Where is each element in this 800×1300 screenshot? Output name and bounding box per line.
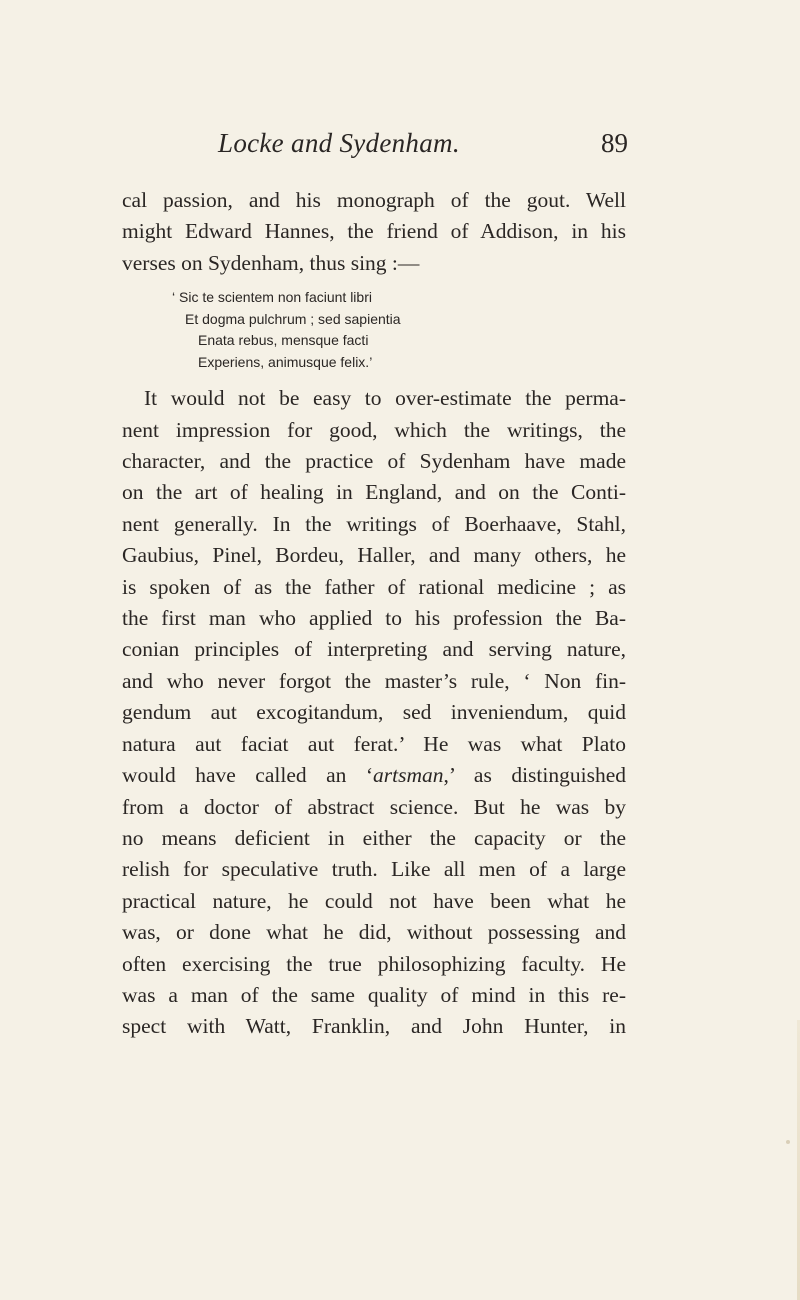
text-line: and who never forgot the master’s rule, ‘ Non fin-	[122, 668, 626, 693]
text-fragment: ,’ as distinguished	[443, 763, 626, 788]
text-line: gendum aut excogitandum, sed inveniendum, quid	[122, 700, 626, 725]
text-line: cal passion, and his monograph of the gout. Well	[122, 188, 626, 212]
text-line: It would not be easy to over-estimate the perma-	[144, 386, 626, 411]
verse-line: Experiens, animusque felix.’	[198, 353, 373, 370]
text-line: Gaubius, Pinel, Bordeu, Haller, and many others, he	[122, 543, 626, 568]
text-line: character, and the practice of Sydenham have made	[122, 449, 626, 474]
italic-word-artsman: artsman	[373, 763, 444, 788]
text-line: relish for speculative truth. Like all men of a large	[122, 857, 626, 882]
text-line: was a man of the same quality of mind in this re-	[122, 982, 626, 1007]
text-line: on the art of healing in England, and on the Conti-	[122, 480, 626, 505]
text-fragment: would have called an ‘	[122, 763, 374, 788]
text-line: natura aut faciat aut ferat.’ He was what Plato	[122, 731, 626, 756]
text-line: practical nature, he could not have been what he	[122, 888, 626, 913]
text-line: often exercising the true philosophizing faculty. He	[122, 951, 626, 976]
text-line: the first man who applied to his profession the Ba-	[122, 606, 626, 631]
paper-speck	[786, 1140, 790, 1144]
body-text	[122, 185, 626, 1043]
verse-line: Et dogma pulchrum ; sed sapientia	[185, 310, 401, 327]
paragraph-1	[122, 185, 626, 279]
text-line: nent generally. In the writings of Boerhaave, Stahl,	[122, 511, 626, 536]
text-line: was, or done what he did, without possessing and	[122, 920, 626, 945]
text-line: verses on Sydenham, thus sing :—	[122, 250, 420, 275]
running-title: Locke and Sydenham.	[218, 128, 460, 158]
latin-verse-quote	[122, 287, 626, 373]
running-head	[118, 128, 628, 168]
paragraph-2	[122, 383, 626, 1043]
text-line: conian principles of interpreting and serving nature,	[122, 637, 626, 662]
text-line: nent impression for good, which the writings, the	[122, 417, 626, 442]
text-line-italic	[122, 760, 626, 791]
page-number: 89	[601, 128, 628, 158]
verse-line: ‘ Sic te scientem non faciunt libri	[172, 289, 372, 306]
text-line: from a doctor of abstract science. But he was by	[122, 794, 626, 819]
text-line: no means deficient in either the capacity or the	[122, 825, 626, 850]
text-line: might Edward Hannes, the friend of Addison, in his	[122, 219, 626, 244]
verse-line: Enata rebus, mensque facti	[198, 332, 369, 349]
text-line: is spoken of as the father of rational medicine ; as	[122, 574, 626, 599]
text-line: spect with Watt, Franklin, and John Hunter, in	[122, 1014, 626, 1039]
